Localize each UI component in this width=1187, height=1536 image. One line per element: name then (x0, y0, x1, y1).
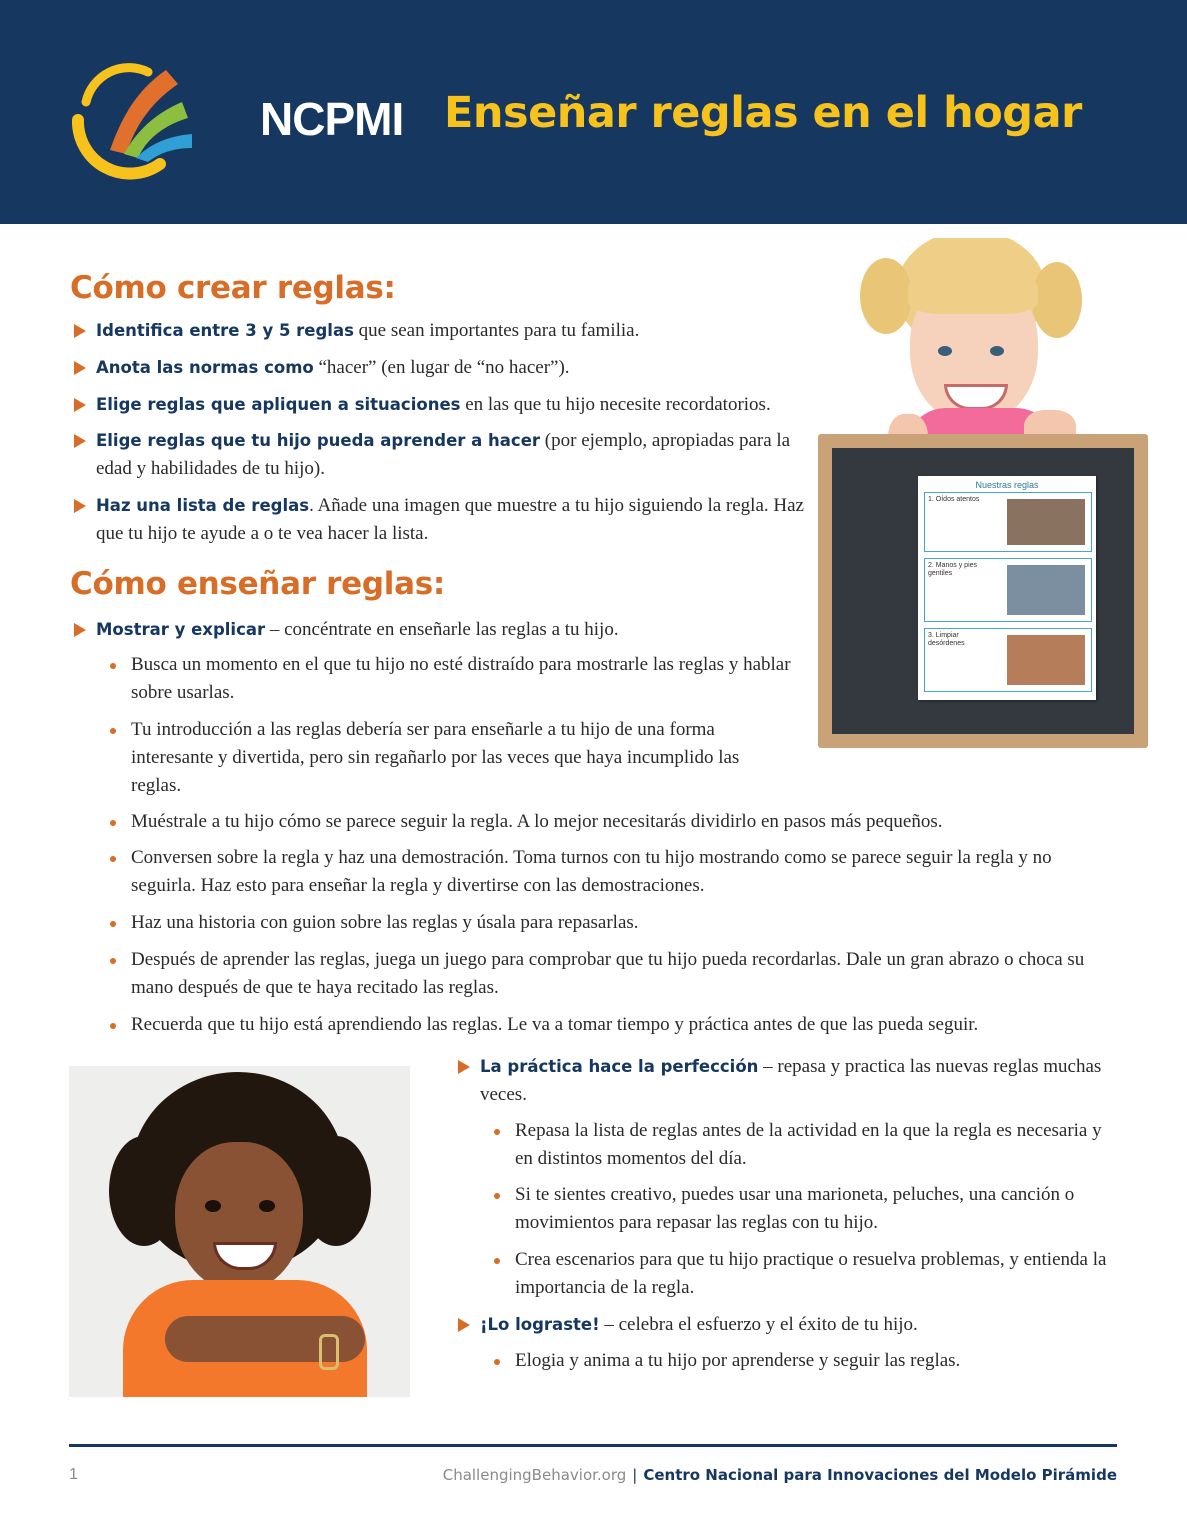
bullet-triangle-icon (74, 434, 86, 448)
section-heading-teach: Cómo enseñar reglas: (70, 566, 445, 602)
ncpmi-swirl-icon (64, 62, 204, 182)
create-rule-item: Elige reglas que apliquen a situaciones en las que tu hijo necesite recordatorios. (96, 394, 771, 415)
show-bullet: Tu introducción a las reglas debería ser para enseñarle a tu hijo de una forma interesante y divertida, pero sin regañarlo por las veces que haya incumplido las reglas. (131, 719, 740, 796)
rules-chart-item: 1. Oídos atentos (928, 496, 980, 503)
bullet-dot-icon (110, 958, 116, 964)
show-bullet: Después de aprender las reglas, juega un juego para comprobar que tu hijo pueda recordarlas. Dale un gran abrazo o choca su mano después de que te haya recitado las reglas. (131, 949, 1085, 998)
practice-bullet: Repasa la lista de reglas antes de la actividad en la que la regla es necesaria y en distintos momentos del día. (515, 1120, 1102, 1169)
ncpmi-logo (64, 62, 404, 182)
create-rule-item: Anota las normas como “hacer” (en lugar de “no hacer”). (96, 357, 570, 378)
header-banner (0, 0, 1187, 224)
teach-rule-item: ¡Lo lograste! – celebra el esfuerzo y el éxito de tu hijo. (480, 1314, 918, 1335)
bullet-triangle-icon (74, 361, 86, 375)
rules-chart-item: 3. Limpiar desórdenes (928, 632, 965, 647)
page-title: Enseñar reglas en el hogar (444, 88, 1082, 138)
logo-wordmark: NCPMI (260, 93, 404, 145)
practice-bullet: Si te sientes creativo, puedes usar una marioneta, peluches, una canción o movimientos para repasar las reglas con tu hijo. (515, 1184, 1075, 1233)
page-number: 1 (69, 1466, 78, 1483)
footer-credit (443, 1466, 1117, 1484)
chalkboard (818, 434, 1148, 748)
rules-chart-title: Nuestras reglas (975, 480, 1039, 490)
smiling-girl-photo (69, 1066, 410, 1397)
rules-chart (918, 476, 1096, 700)
show-bullet: Busca un momento en el que tu hijo no esté distraído para mostrarle las reglas y hablar sobre usarlas. (131, 654, 791, 703)
success-bullet: Elogia y anima a tu hijo por aprenderse y seguir las reglas. (515, 1350, 961, 1371)
teach-rule-item: La práctica hace la perfección – repasa y practica las nuevas reglas muchas veces. (480, 1056, 1102, 1105)
show-bullet: Conversen sobre la regla y haz una demostración. Toma turnos con tu hijo mostrando como se parece seguir la regla y no seguirla. Haz esto para enseñar la regla y divertirse con las demostraciones. (131, 847, 1052, 896)
footer-site-link[interactable]: ChallengingBehavior.org (442, 1466, 627, 1484)
bullet-dot-icon (110, 1023, 116, 1029)
bullet-triangle-icon (458, 1060, 470, 1074)
show-bullet: Recuerda que tu hijo está aprendiendo las reglas. Le va a tomar tiempo y práctica antes de que las pueda seguir. (131, 1014, 979, 1035)
rules-chart-item: 2. Manos y pies gentiles (928, 562, 978, 577)
bullet-triangle-icon (74, 623, 86, 637)
bullet-dot-icon (110, 921, 116, 927)
child-with-chalkboard-photo (818, 238, 1148, 750)
create-rule-item: Identifica entre 3 y 5 reglas que sean importantes para tu familia. (96, 320, 640, 341)
bullet-triangle-icon (74, 499, 86, 513)
create-rule-item: Haz una lista de reglas. Añade una imagen que muestre a tu hijo siguiendo la regla. Haz que tu hijo te ayude a o te vea hacer la lista. (96, 495, 804, 544)
bullet-triangle-icon (74, 324, 86, 338)
teach-rule-item: Mostrar y explicar – concéntrate en enseñarle las reglas a tu hijo. (96, 619, 619, 640)
bullet-dot-icon (110, 728, 116, 734)
bullet-dot-icon (494, 1129, 500, 1135)
show-bullet: Muéstrale a tu hijo cómo se parece seguir la regla. A lo mejor necesitarás dividirlo en pasos más pequeños. (131, 811, 943, 832)
bullet-dot-icon (110, 856, 116, 862)
bullet-triangle-icon (458, 1318, 470, 1332)
bullet-dot-icon (494, 1359, 500, 1365)
section-heading-create: Cómo crear reglas: (70, 270, 396, 306)
practice-bullet: Crea escenarios para que tu hijo practique o resuelva problemas, y entienda la importancia de la regla. (515, 1249, 1107, 1298)
show-bullet: Haz una historia con guion sobre las reglas y úsala para repasarlas. (131, 912, 639, 933)
footer-separator: | (632, 1466, 638, 1484)
bullet-triangle-icon (74, 398, 86, 412)
footer-org-name: Centro Nacional para Innovaciones del Modelo Pirámide (643, 1466, 1117, 1484)
create-rule-item: Elige reglas que tu hijo pueda aprender a hacer (por ejemplo, apropiadas para la edad y habilidades de tu hijo). (96, 430, 791, 479)
bullet-dot-icon (110, 663, 116, 669)
bullet-dot-icon (494, 1258, 500, 1264)
bullet-dot-icon (110, 820, 116, 826)
bullet-dot-icon (494, 1193, 500, 1199)
footer-divider (69, 1444, 1117, 1447)
